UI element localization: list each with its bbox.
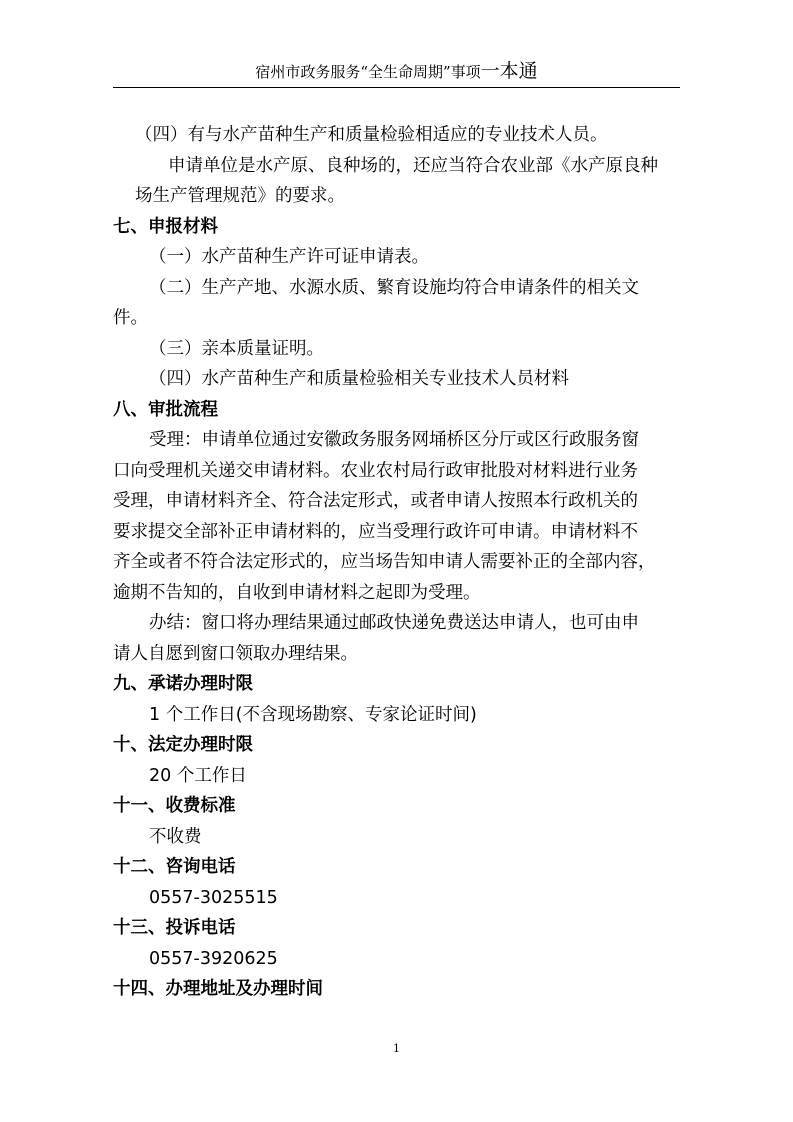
page-number: 1 <box>393 1042 400 1055</box>
accept-line-2: 口向受理机关递交申请材料。农业农村局行政审批股对材料进行业务 <box>113 460 638 481</box>
material-2-line-1: （二）生产产地、水源水质、繁育设施均符合申请条件的相关文 <box>149 277 639 298</box>
paragraph-extra-line-2: 场生产管理规范》的要求。 <box>135 186 345 206</box>
header-title: 宿州市政务服务“全生命周期”事项 <box>255 63 481 81</box>
accept-line-5: 齐全或者不符合法定形式的，应当场告知申请人需要补正的全部内容， <box>113 552 656 572</box>
material-2-line-2: 件。 <box>113 308 148 328</box>
accept-line-3: 受理，申请材料齐全、符合法定形式，或者申请人按照本行政机关的 <box>113 491 638 511</box>
header-rule <box>113 87 680 88</box>
condition-4: （四）有与水产苗种生产和质量检验相适应的专业技术人员。 <box>135 125 608 145</box>
heading-promise-time: 九、承诺办理时限 <box>113 674 253 694</box>
heading-address: 十四、办理地址及办理时间 <box>113 979 323 999</box>
heading-fee: 十一、收费标准 <box>113 796 236 816</box>
material-1: （一）水产苗种生产许可证申请表。 <box>149 247 429 267</box>
accept-line-1: 受理：申请单位通过安徽政务服务网埇桥区分厅或区行政服务窗 <box>149 430 639 450</box>
paragraph-extra-line-1: 申请单位是水产原、良种场的，还应当符合农业部《水产原良种 <box>168 155 658 176</box>
consult-phone-value: 0557-3025515 <box>149 887 278 908</box>
heading-process: 八、审批流程 <box>113 399 218 420</box>
material-4: （四）水产苗种生产和质量检验相关专业技术人员材料 <box>149 369 569 389</box>
material-3: （三）亲本质量证明。 <box>149 338 324 359</box>
heading-materials: 七、申报材料 <box>113 216 218 237</box>
heading-complaint-phone: 十三、投诉电话 <box>113 918 236 938</box>
document-body <box>113 120 683 1005</box>
heading-consult-phone: 十二、咨询电话 <box>113 857 236 877</box>
heading-legal-time: 十、法定办理时限 <box>113 735 253 755</box>
legal-time-value: 20 个工作日 <box>149 765 247 786</box>
header-suffix: 一本通 <box>480 60 538 82</box>
promise-time-value: 1 个工作日(不含现场勘察、专家论证时间) <box>149 704 477 725</box>
finish-line-1: 办结：窗口将办理结果通过邮政快递免费送达申请人，也可由申 <box>149 613 639 633</box>
accept-line-6: 逾期不告知的，自收到申请材料之起即为受理。 <box>113 582 481 603</box>
finish-line-2: 请人自愿到窗口领取办理结果。 <box>113 643 358 664</box>
accept-line-4: 要求提交全部补正申请材料的，应当受理行政许可申请。申请材料不 <box>113 521 638 542</box>
complaint-phone-value: 0557-3920625 <box>149 948 278 969</box>
fee-value: 不收费 <box>149 826 202 847</box>
page-header <box>0 60 793 83</box>
